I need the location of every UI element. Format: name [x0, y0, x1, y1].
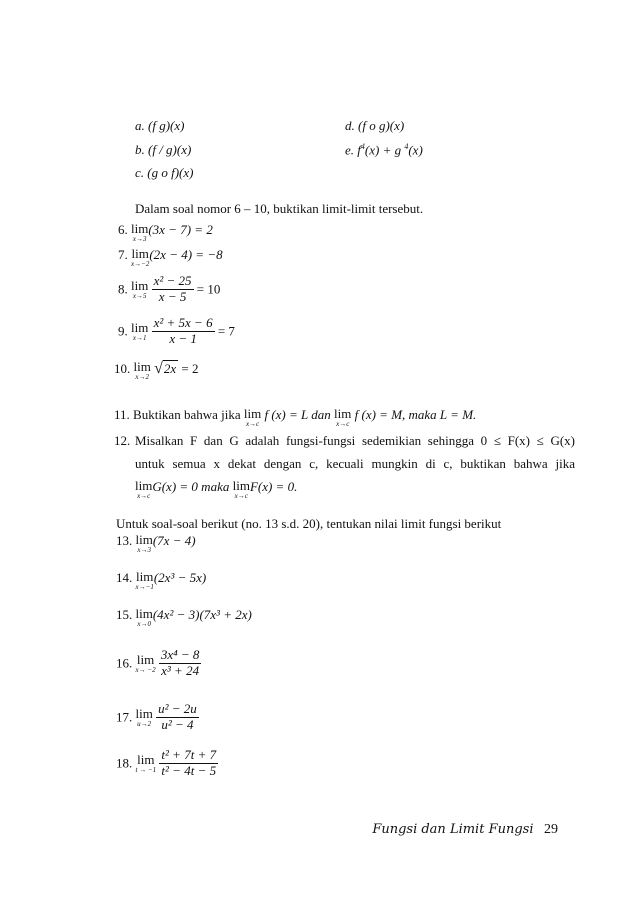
def-e [345, 142, 423, 158]
def-c: c. (g ο f)(x) [135, 165, 194, 180]
denominator: x − 5 [152, 289, 194, 305]
lim-sub: x→c [137, 492, 151, 500]
lim-7 [131, 247, 149, 268]
intro-13-20: Untuk soal-soal berikut (no. 13 s.d. 20), tentukan nilai limit fungsi berikut [116, 516, 502, 531]
text-12-line2: untuk semua x dekat dengan c, kecuali mungkin di c, buktikan bahwa jika [135, 456, 575, 471]
footer-title: Fungsi dan Limit Fungsi [372, 822, 534, 837]
lim-17 [136, 707, 153, 728]
lim-sub: x→5 [132, 291, 147, 300]
numerator: x² − 25 [153, 273, 192, 288]
problem-16 [116, 648, 201, 679]
expr-6: (3x − 7) = 2 [148, 222, 213, 237]
lim-12a [135, 479, 152, 500]
num-12: 12. [114, 433, 131, 448]
num-11: 11. [114, 407, 130, 422]
lim-sub: t → −1 [135, 765, 157, 774]
lim-14 [136, 570, 154, 591]
num-9: 9. [118, 323, 128, 339]
lim-word: lim [135, 705, 153, 721]
def-e-pre: e. f [345, 142, 361, 158]
lim-sub: x→ −2 [135, 665, 156, 674]
lim-word: lim [137, 751, 155, 767]
def-e-sup2: 4 [404, 142, 409, 151]
num-14: 14. [116, 570, 133, 585]
lim-word: lim [232, 478, 250, 493]
problem-15 [116, 607, 252, 628]
expr-7: (2x − 4) = −8 [149, 247, 223, 262]
lim-sub: x→1 [132, 333, 147, 342]
problem-17 [116, 702, 199, 733]
lim-sub: x→−2 [131, 260, 150, 268]
lim-word: lim [243, 406, 262, 421]
lim-12b [233, 479, 250, 500]
denominator: x − 1 [152, 331, 215, 347]
num-13: 13. [116, 533, 133, 548]
denominator: u² − 4 [156, 717, 199, 733]
lim-word: lim [136, 569, 154, 584]
lim-word: lim [334, 406, 352, 421]
lim-13 [136, 533, 153, 554]
lim-sub: x→3 [132, 235, 147, 243]
problem-11 [114, 407, 476, 428]
def-a: a. (f g)(x) [135, 118, 185, 133]
num-16: 16. [116, 655, 133, 671]
result-8: = 10 [196, 281, 221, 297]
num-10: 10. [114, 361, 131, 376]
lim-word: lim [131, 319, 149, 335]
frac-8 [152, 274, 194, 305]
problem-14 [116, 570, 206, 591]
frac-17 [156, 702, 199, 733]
lim-sub: x→c [245, 420, 260, 428]
lim-10 [134, 360, 151, 381]
def-e-mid: (x) + g [364, 142, 405, 158]
page-number: 29 [544, 822, 558, 837]
result-10: = 2 [181, 361, 199, 376]
expr-12a: G(x) = 0 maka [152, 479, 230, 494]
problem-9 [118, 316, 235, 347]
problem-18 [116, 748, 218, 779]
page-footer [372, 822, 558, 838]
denominator: x³ + 24 [159, 663, 202, 679]
lim-word: lim [131, 277, 149, 293]
lim-sub: x→c [336, 420, 350, 428]
numerator: 3x⁴ − 8 [160, 647, 200, 662]
def-e-sup1: 4 [360, 142, 365, 151]
lim-18 [136, 753, 157, 774]
lim-sub: u→2 [137, 719, 152, 728]
lim-sub: x→−1 [135, 583, 154, 591]
lim-word: lim [136, 651, 155, 667]
problem-10 [114, 360, 199, 381]
num-17: 17. [116, 709, 133, 725]
problem-13 [116, 533, 196, 554]
denominator: t² − 4t − 5 [161, 762, 217, 778]
lim-9 [131, 321, 148, 342]
lim-word: lim [135, 478, 153, 493]
lim-16 [136, 653, 156, 674]
def-e-post: (x) [408, 142, 423, 158]
numerator: u² − 2u [158, 701, 197, 716]
lim-8 [131, 279, 148, 300]
expr-15: (4x² − 3)(7x³ + 2x) [152, 607, 252, 622]
lim-word: lim [135, 532, 153, 547]
lim-11b [334, 407, 351, 428]
lim-word: lim [131, 221, 149, 236]
lim-6 [131, 222, 148, 243]
expr-13: (7x − 4) [152, 533, 196, 548]
lim-word: lim [135, 606, 153, 621]
problem-7 [118, 247, 223, 268]
problem-8 [118, 274, 220, 305]
num-8: 8. [118, 281, 128, 297]
expr-11b: f (x) = M, maka L = M. [354, 407, 477, 422]
text-12-line3 [135, 479, 297, 500]
frac-18 [159, 748, 218, 779]
expr-14: (2x³ − 5x) [153, 570, 207, 585]
expr-11a: f (x) = L dan [264, 407, 331, 422]
lim-sub: x→2 [135, 373, 149, 381]
intro-6-10: Dalam soal nomor 6 – 10, buktikan limit-limit tersebut. [135, 201, 424, 216]
def-b: b. (f / g)(x) [135, 142, 192, 157]
expr-12b: F(x) = 0. [249, 479, 298, 494]
frac-16 [159, 648, 202, 679]
problem-6 [118, 222, 213, 243]
numerator: t² + 7t + 7 [161, 747, 217, 762]
sqrt-arg: 2x [163, 361, 177, 376]
lim-word: lim [131, 246, 149, 261]
lim-15 [136, 607, 153, 628]
text-12-line1: Misalkan F dan G adalah fungsi-fungsi sedemikian sehingga 0 ≤ F(x) ≤ G(x) [135, 433, 575, 448]
num-15: 15. [116, 607, 133, 622]
num-7: 7. [118, 247, 128, 262]
lim-11a [244, 407, 261, 428]
frac-9 [152, 316, 215, 347]
lim-sub: x→3 [137, 546, 151, 554]
def-d: d. (f ο g)(x) [345, 118, 405, 133]
sqrt-sign: √ [154, 360, 163, 377]
num-18: 18. [116, 755, 133, 771]
lim-word: lim [133, 359, 151, 374]
text-11: Buktikan bahwa jika [133, 407, 241, 422]
numerator: x² + 5x − 6 [153, 315, 213, 330]
result-9: = 7 [217, 323, 235, 339]
num-6: 6. [118, 222, 128, 237]
lim-sub: x→c [234, 492, 248, 500]
lim-sub: x→0 [137, 620, 151, 628]
